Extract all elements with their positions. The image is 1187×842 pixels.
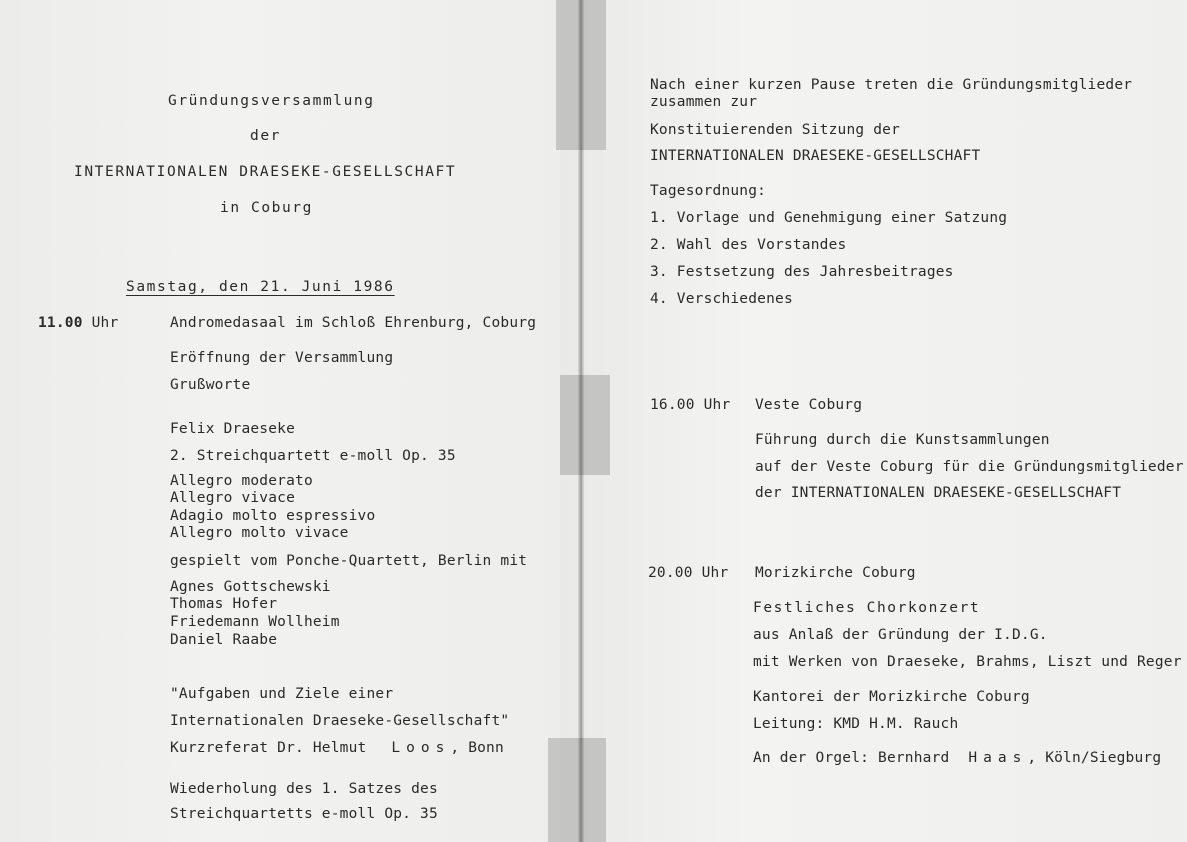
concert-title: Festliches Chorkonzert <box>753 600 981 616</box>
organ-prefix: An der Orgel: Bernhard <box>753 750 950 766</box>
conductor: Leitung: KMD H.M. Rauch <box>753 716 959 732</box>
organist <box>753 749 1161 767</box>
event2-line-2: auf der Veste Coburg für die Gründungsmitglieder <box>755 459 1184 475</box>
agenda-item-1: 1. Vorlage und Genehmigung einer Satzung <box>650 210 1008 226</box>
agenda-item-2: 2. Wahl des Vorstandes <box>650 237 847 253</box>
title-line-1: Gründungsversammlung <box>168 93 375 109</box>
concert-line-2: mit Werken von Draeseke, Brahms, Liszt und Reger <box>753 654 1182 670</box>
musician-2: Thomas Hofer <box>170 596 278 612</box>
society-name: INTERNATIONALEN DRAESEKE-GESELLSCHAFT <box>650 148 981 164</box>
event2-time: 16.00 Uhr <box>650 397 731 413</box>
lecture-title-1: "Aufgaben und Ziele einer <box>170 686 394 702</box>
movement-2: Allegro vivace <box>170 490 296 506</box>
movement-3: Adagio molto espressivo <box>170 508 376 524</box>
event2-line-1: Führung durch die Kunstsammlungen <box>755 432 1050 448</box>
title-line-4: in Coburg <box>220 200 313 216</box>
event3-venue: Morizkirche Coburg <box>755 565 916 581</box>
time-1100 <box>38 314 118 332</box>
title-line-2: der <box>250 128 281 144</box>
musician-1: Agnes Gottschewski <box>170 579 331 595</box>
organ-suffix: , Köln/Siegburg <box>1027 750 1162 766</box>
organ-name: Haas <box>968 750 1028 766</box>
concert-line-1: aus Anlaß der Gründung der I.D.G. <box>753 627 1048 643</box>
venue: Andromedasaal im Schloß Ehrenburg, Coburg <box>170 315 537 331</box>
lecture-speaker <box>170 739 504 757</box>
title-line-3: INTERNATIONALEN DRAESEKE-GESELLSCHAFT <box>74 164 457 180</box>
tape-strip-middle <box>560 375 610 475</box>
choir: Kantorei der Morizkirche Coburg <box>753 689 1030 705</box>
opening: Eröffnung der Versammlung <box>170 350 394 366</box>
center-fold <box>578 0 584 842</box>
meeting-title: Konstituierenden Sitzung der <box>650 122 901 138</box>
event-date: Samstag, den 21. Juni 1986 <box>126 279 395 295</box>
movement-4: Allegro molto vivace <box>170 525 349 541</box>
lecture-prefix: Kurzreferat Dr. Helmut <box>170 740 367 756</box>
musician-4: Daniel Raabe <box>170 632 278 648</box>
agenda-item-3: 3. Festsetzung des Jahresbeitrages <box>650 264 954 280</box>
time-suffix: Uhr <box>91 315 119 331</box>
lecture-title-2: Internationalen Draeseke-Gesellschaft" <box>170 713 510 729</box>
event2-venue: Veste Coburg <box>755 397 863 413</box>
lecture-name: Loos <box>391 740 451 756</box>
work-title: 2. Streichquartett e-moll Op. 35 <box>170 448 456 464</box>
musician-3: Friedemann Wollheim <box>170 614 340 630</box>
performed-by: gespielt vom Ponche-Quartett, Berlin mit <box>170 553 528 569</box>
movement-1: Allegro moderato <box>170 473 313 489</box>
event3-time: 20.00 Uhr <box>648 565 729 581</box>
time-hour: 11.00 <box>38 315 83 331</box>
composer: Felix Draeseke <box>170 421 296 437</box>
greetings: Grußworte <box>170 377 251 393</box>
repeat-line-1: Wiederholung des 1. Satzes des <box>170 781 438 797</box>
repeat-line-2: Streichquartetts e-moll Op. 35 <box>170 806 438 822</box>
event2-line-3: der INTERNATIONALEN DRAESEKE-GESELLSCHAFT <box>755 485 1122 501</box>
agenda-item-4: 4. Verschiedenes <box>650 291 793 307</box>
agenda-title: Tagesordnung: <box>650 183 767 199</box>
tape-strip-bottom <box>548 738 606 842</box>
intro-line-2: zusammen zur <box>650 94 758 110</box>
intro-line-1: Nach einer kurzen Pause treten die Gründungsmitglieder <box>650 77 1133 93</box>
lecture-suffix: , Bonn <box>450 740 504 756</box>
